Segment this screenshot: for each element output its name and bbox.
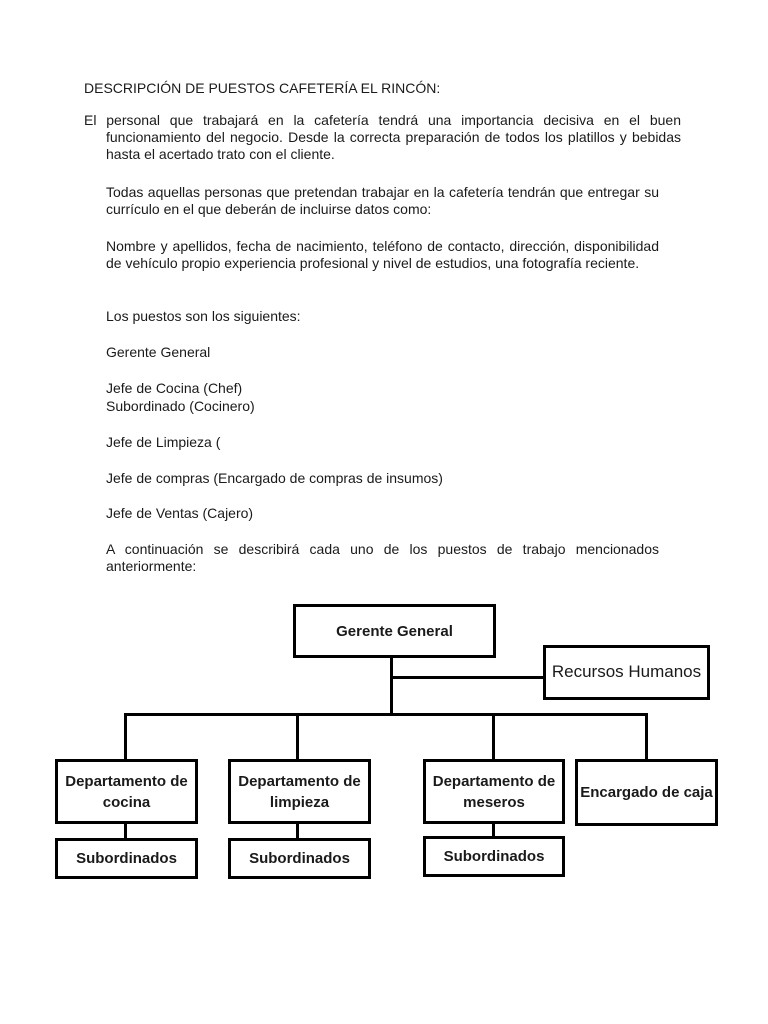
connector-horizontal xyxy=(124,713,648,716)
connector-hr xyxy=(390,676,546,679)
paragraph-data-fields: Nombre y apellidos, fecha de nacimiento, teléfono de contacto, dirección, disponibilidad de vehículo propio experiencia profesional y nivel de estudios, una fotografía reciente. xyxy=(106,238,659,271)
document-title: DESCRIPCIÓN DE PUESTOS CAFETERÍA EL RINCÓN: xyxy=(84,80,441,96)
box-departamento-limpieza: Departamento de limpieza xyxy=(228,759,371,824)
paragraph-intro: El personal que trabajará en la cafetería tendrá una importancia decisiva en el buen funcionamiento del negocio. Desde la correcta preparación de todos los platillos y bebidas hasta el acertado trato con el cliente. xyxy=(84,112,681,162)
connector-limpieza xyxy=(296,713,299,761)
position-gerente: Gerente General xyxy=(106,344,211,360)
position-jefe-ventas: Jefe de Ventas (Cajero) xyxy=(106,505,254,521)
connector-cocina xyxy=(124,713,127,761)
box-recursos-humanos: Recursos Humanos xyxy=(543,645,710,700)
position-jefe-cocina: Jefe de Cocina (Chef) xyxy=(106,380,243,396)
position-jefe-compras: Jefe de compras (Encargado de compras de insumos) xyxy=(106,470,443,486)
box-subordinados-cocina: Subordinados xyxy=(55,838,198,879)
paragraph-requirements: Todas aquellas personas que pretendan trabajar en la cafetería tendrán que entregar su currículo en el que deberán de incluirse datos como: xyxy=(106,184,659,217)
box-gerente-general: Gerente General xyxy=(293,604,496,658)
position-subordinado: Subordinado (Cocinero) xyxy=(106,398,255,414)
paragraph-closing: A continuación se describirá cada uno de los puestos de trabajo mencionados anteriormente: xyxy=(106,541,659,574)
connector-caja xyxy=(645,713,648,761)
box-subordinados-meseros: Subordinados xyxy=(423,836,565,877)
position-jefe-limpieza: Jefe de Limpieza ( xyxy=(106,434,221,450)
box-departamento-meseros: Departamento de meseros xyxy=(423,759,565,824)
connector-meseros xyxy=(492,713,495,761)
connector-trunk xyxy=(390,656,393,716)
box-departamento-cocina: Departamento de cocina xyxy=(55,759,198,824)
box-encargado-caja: Encargado de caja xyxy=(575,759,718,826)
box-subordinados-limpieza: Subordinados xyxy=(228,838,371,879)
positions-intro: Los puestos son los siguientes: xyxy=(106,308,301,324)
